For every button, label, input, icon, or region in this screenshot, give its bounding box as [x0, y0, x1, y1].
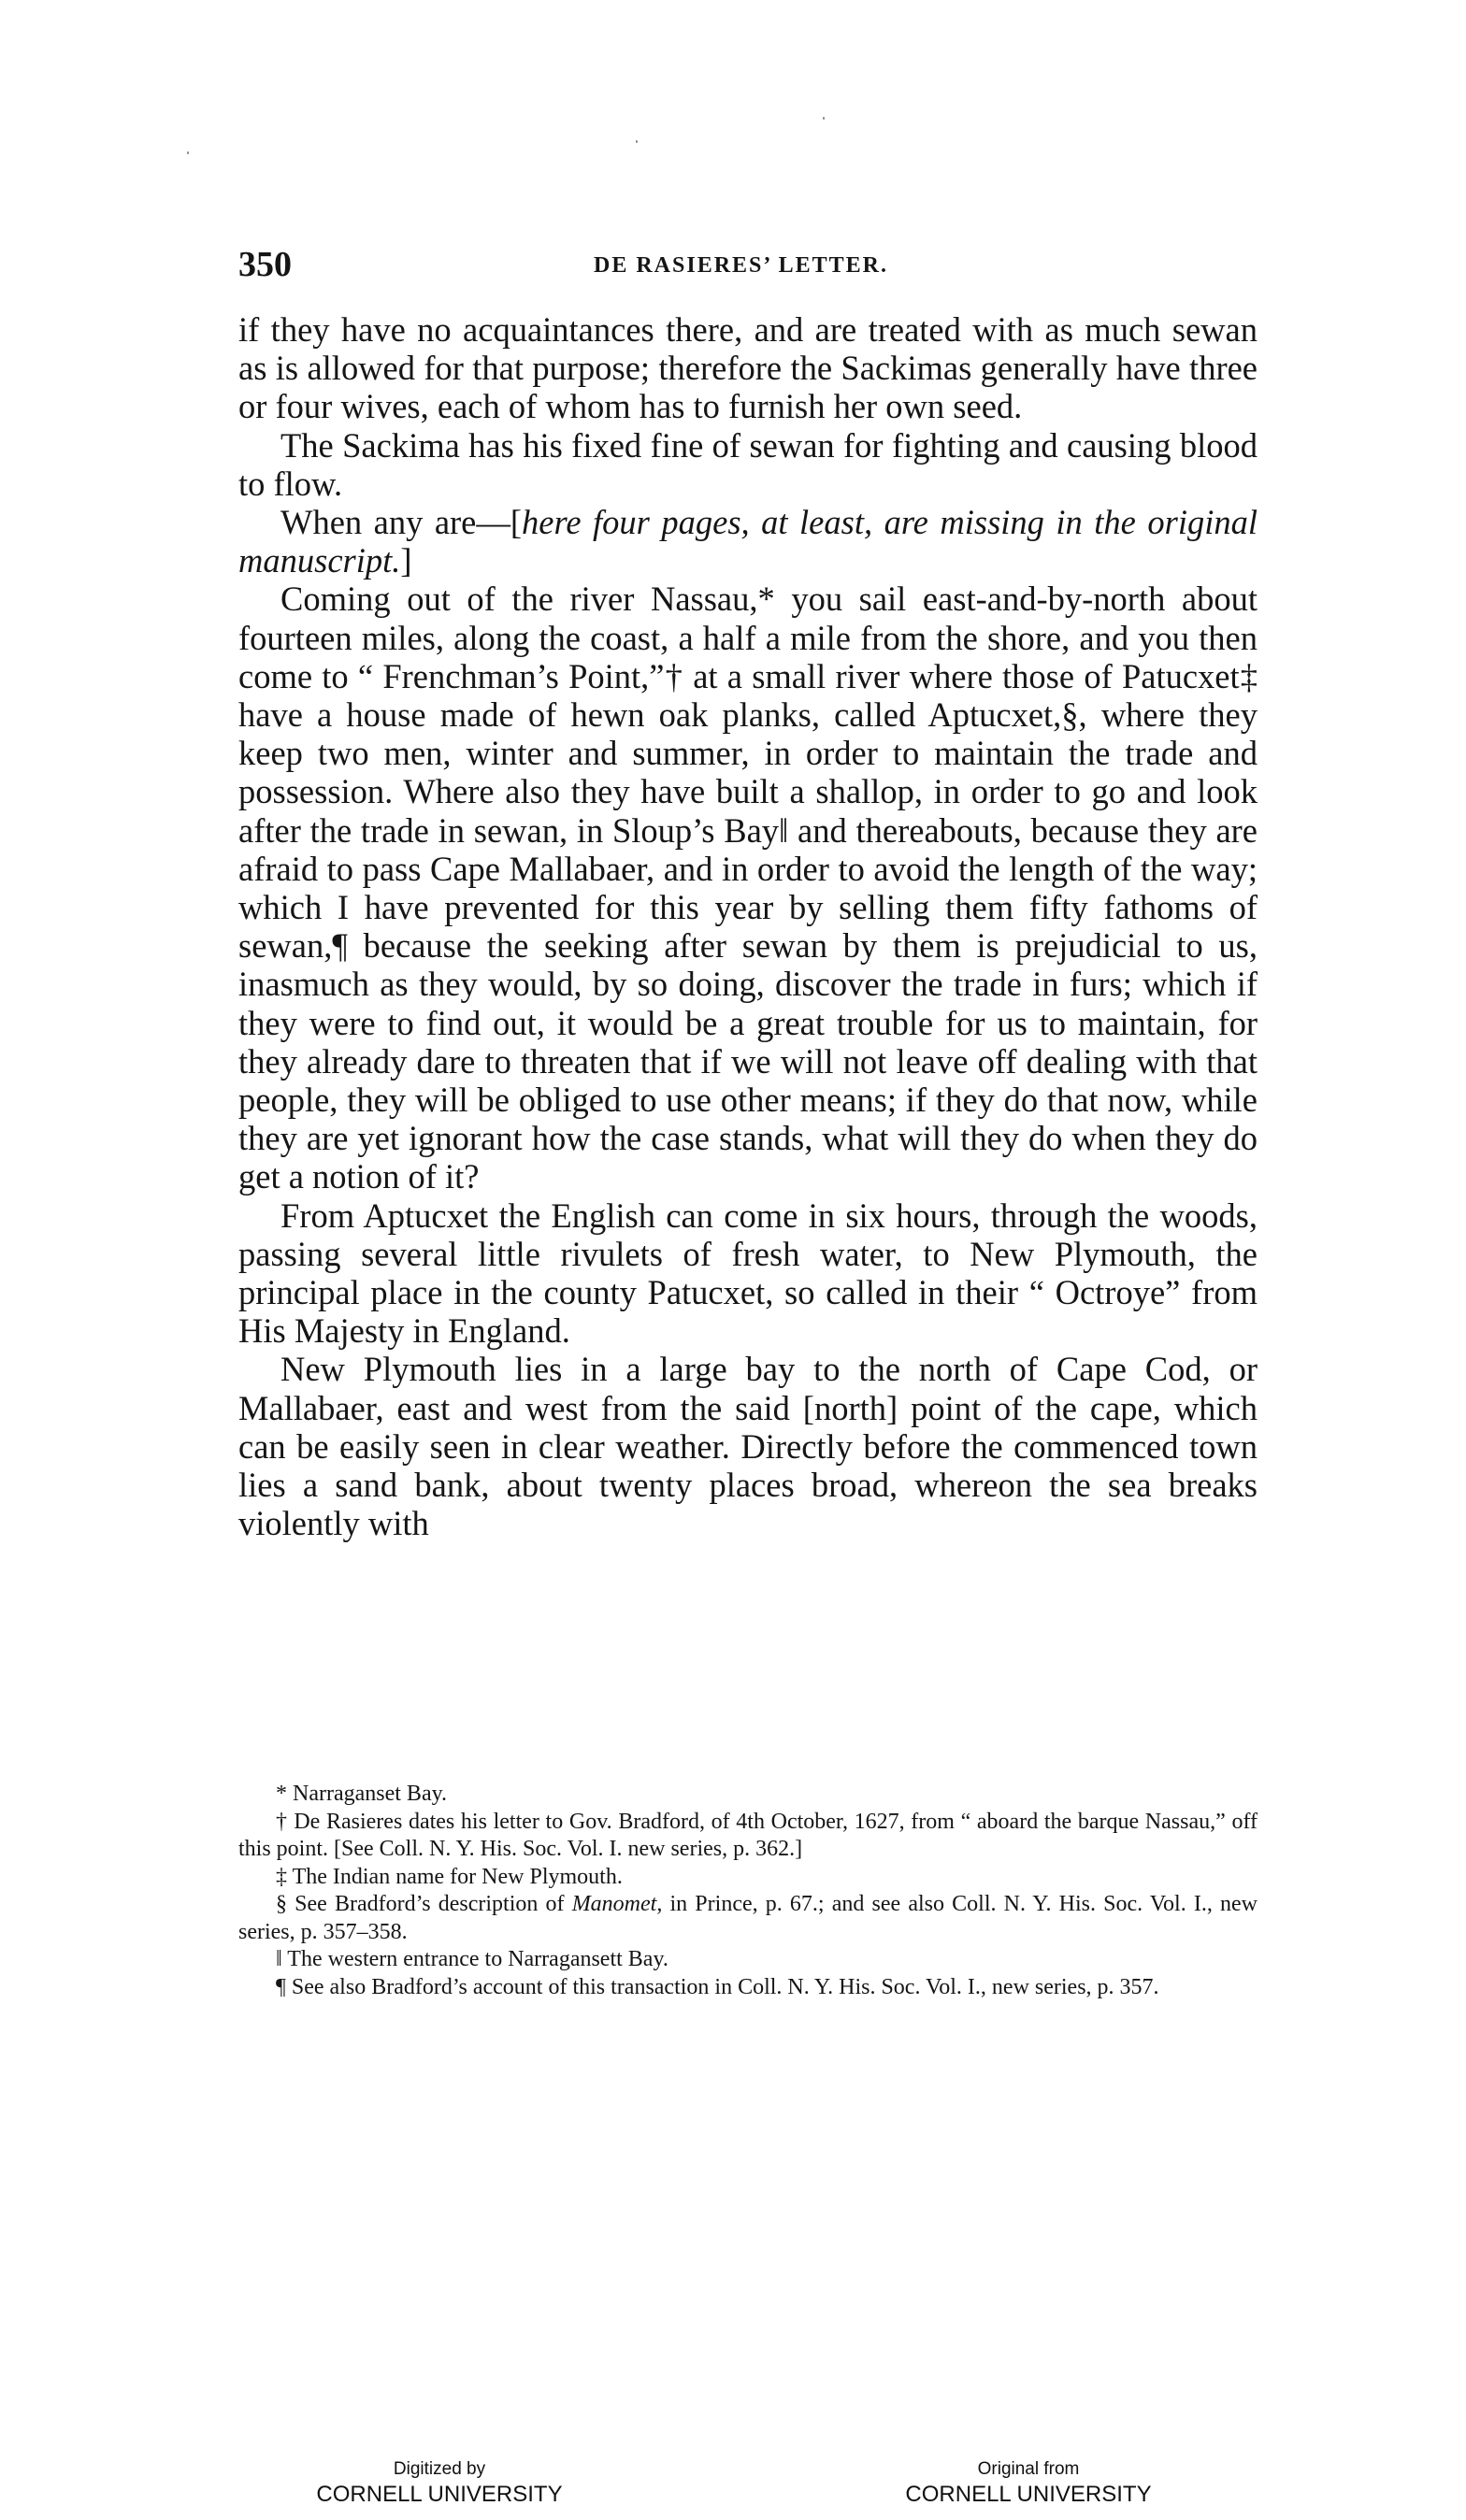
scan-speck: [187, 151, 189, 154]
paragraph: From Aptucxet the English can come in six hours, through the woods, passing several little rivulets of fresh water, to New Plymouth, the principal place in the county Patucxet, so called in their “ Octroye” from His Majesty in England.: [238, 1196, 1258, 1351]
digitized-by-label: [243, 2458, 636, 2509]
original-from-text: Original from: [977, 2459, 1080, 2479]
paragraph: Coming out of the river Nassau,* you sail east-and-by-north about fourteen miles, along the coast, a half a mile from the shore, and you then come to “ Frenchman’s Point,”† at a small river where those of Patucxet‡ have a house made of hewn oak planks, called Aptucxet,§, where they keep two men, winter and summer, in order to maintain the trade and possession. Where also they have built a shallop, in order to go and look after the trade in sewan, in Sloup’s Bay‖ and thereabouts, because they are afraid to pass Cape Mallabaer, and in order to avoid the length of the way; which I have prevented for this year by selling them fifty fathoms of sewan,¶ because the seeking after sewan by them is prejudicial to us, inasmuch as they would, by so doing, discover the trade in furs; which if they were to find out, it would be a great trouble for us to maintain, for they already dare to threaten that if we will not leave off dealing with that people, they will be obliged to use other means; if they do that now, while they are yet ignorant how the case stands, what will they do when they do get a notion of it?: [238, 580, 1258, 1196]
footnote-italic: Manomet,: [571, 1892, 663, 1916]
digitizer-name: CORNELL UNIVERSITY: [316, 2482, 563, 2507]
original-source-name: CORNELL UNIVERSITY: [905, 2482, 1152, 2507]
editorial-note: here four pages, at least, are missing in the original manuscript.: [238, 503, 1258, 580]
paragraph-lead: When any are—[: [280, 503, 523, 542]
footnote: † De Rasieres dates his letter to Gov. Bradford, of 4th October, 1627, from “ aboard the barque Nassau,” off this point. [See Coll. N. Y. His. Soc. Vol. I. new series, p. 362.]: [238, 1809, 1258, 1861]
main-text: [238, 310, 1258, 1543]
page-header: [238, 241, 1267, 288]
paragraph-missing-pages-note: [238, 503, 1258, 580]
page-number: 350: [238, 245, 292, 284]
footnote: [238, 1891, 1258, 1946]
footnote: * Narraganset Bay.: [276, 1782, 448, 1806]
original-from-label: [832, 2458, 1225, 2509]
paragraph: The Sackima has his fixed fine of sewan for fighting and causing blood to flow.: [238, 425, 1258, 503]
footnote: ¶ See also Bradford’s account of this transaction in Coll. N. Y. His. Soc. Vol. I., new series, p. 357.: [276, 1974, 1159, 1999]
paragraph: if they have no acquaintances there, and are treated with as much sewan as is allowed for that purpose; therefore the Sackimas generally have three or four wives, each of whom has to furnish her own seed.: [238, 310, 1258, 426]
running-head: DE RASIERES’ LETTER.: [594, 253, 888, 278]
scan-speck: [823, 117, 825, 120]
footnote-tail: in Prince, p. 67.; and see also Coll. N. Y. His. Soc. Vol. I., new series, p. 357–358.: [238, 1892, 1258, 1944]
paragraph: New Plymouth lies in a large bay to the north of Cape Cod, or Mallabaer, east and west from the said [north] point of the cape, which can be easily seen in clear weather. Directly before the commenced town lies a sand bank, about twenty places broad, whereon the sea breaks violently with: [238, 1350, 1258, 1543]
footnote-lead: § See Bradford’s description of: [276, 1892, 572, 1916]
digitized-by-text: Digitized by: [393, 2459, 486, 2479]
footnotes: [238, 1781, 1258, 2001]
paragraph-tail: ]: [400, 541, 412, 580]
footnote: ‖ The western entrance to Narragansett Bay.: [276, 1947, 668, 1971]
footnote: ‡ The Indian name for New Plymouth.: [276, 1864, 623, 1889]
scan-speck: [636, 140, 638, 143]
